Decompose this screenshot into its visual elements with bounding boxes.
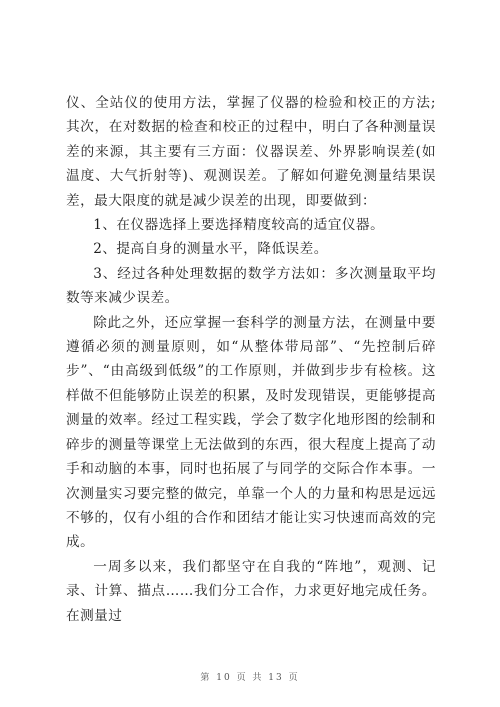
paragraph-5: 除此之外，还应掌握一套科学的测量方法，在测量中要遵循必须的测量原则，如“从整体带局部”、“先控制后碎步”、“由高级到低级”的工作原则，并做到步步有检核。这样做不但能够防止误差的积累，及时发现错误，更能够提高测量的效率。经过工程实践，学会了数字化地形图的绘制和碎步的测量等课堂上无法做到的东西，很大程度上提高了动手和动脑的本事，同时也拓展了与同学的交际合作本事。一次测量实习要完整的做完，单靠一个人的力量和构思是远远不够的，仅有小组的合作和团结才能让实习快速而高效的完成。 bbox=[66, 314, 436, 551]
paragraph-3: 2、提高自身的测量水平，降低误差。 bbox=[93, 241, 328, 258]
page-number-footer: 第 10 页 共 13 页 bbox=[200, 673, 300, 683]
paragraph-6: 一周多以来，我们都坚守在自我的“阵地”，观测、记录、计算、描点……我们分工合作，力求更好地完成任务。在测量过 bbox=[66, 558, 436, 624]
document-body bbox=[66, 91, 436, 628]
paragraph-2: 1、在仪器选择上要选择精度较高的适宜仪器。 bbox=[93, 217, 385, 234]
paragraph-4: 3、经过各种处理数据的数学方法如：多次测量取平均数等来减少误差。 bbox=[66, 265, 436, 307]
paragraph-1: 仪、全站仪的使用方法，掌握了仪器的检验和校正的方法;其次，在对数据的检查和校正的过程中，明白了各种测量误差的来源，其主要有三方面：仪器误差、外界影响误差(如温度、大气折射等)、观测误差。了解如何避免测量结果误差，最大限度的就是减少误差的出现，即要做到： bbox=[66, 95, 436, 209]
